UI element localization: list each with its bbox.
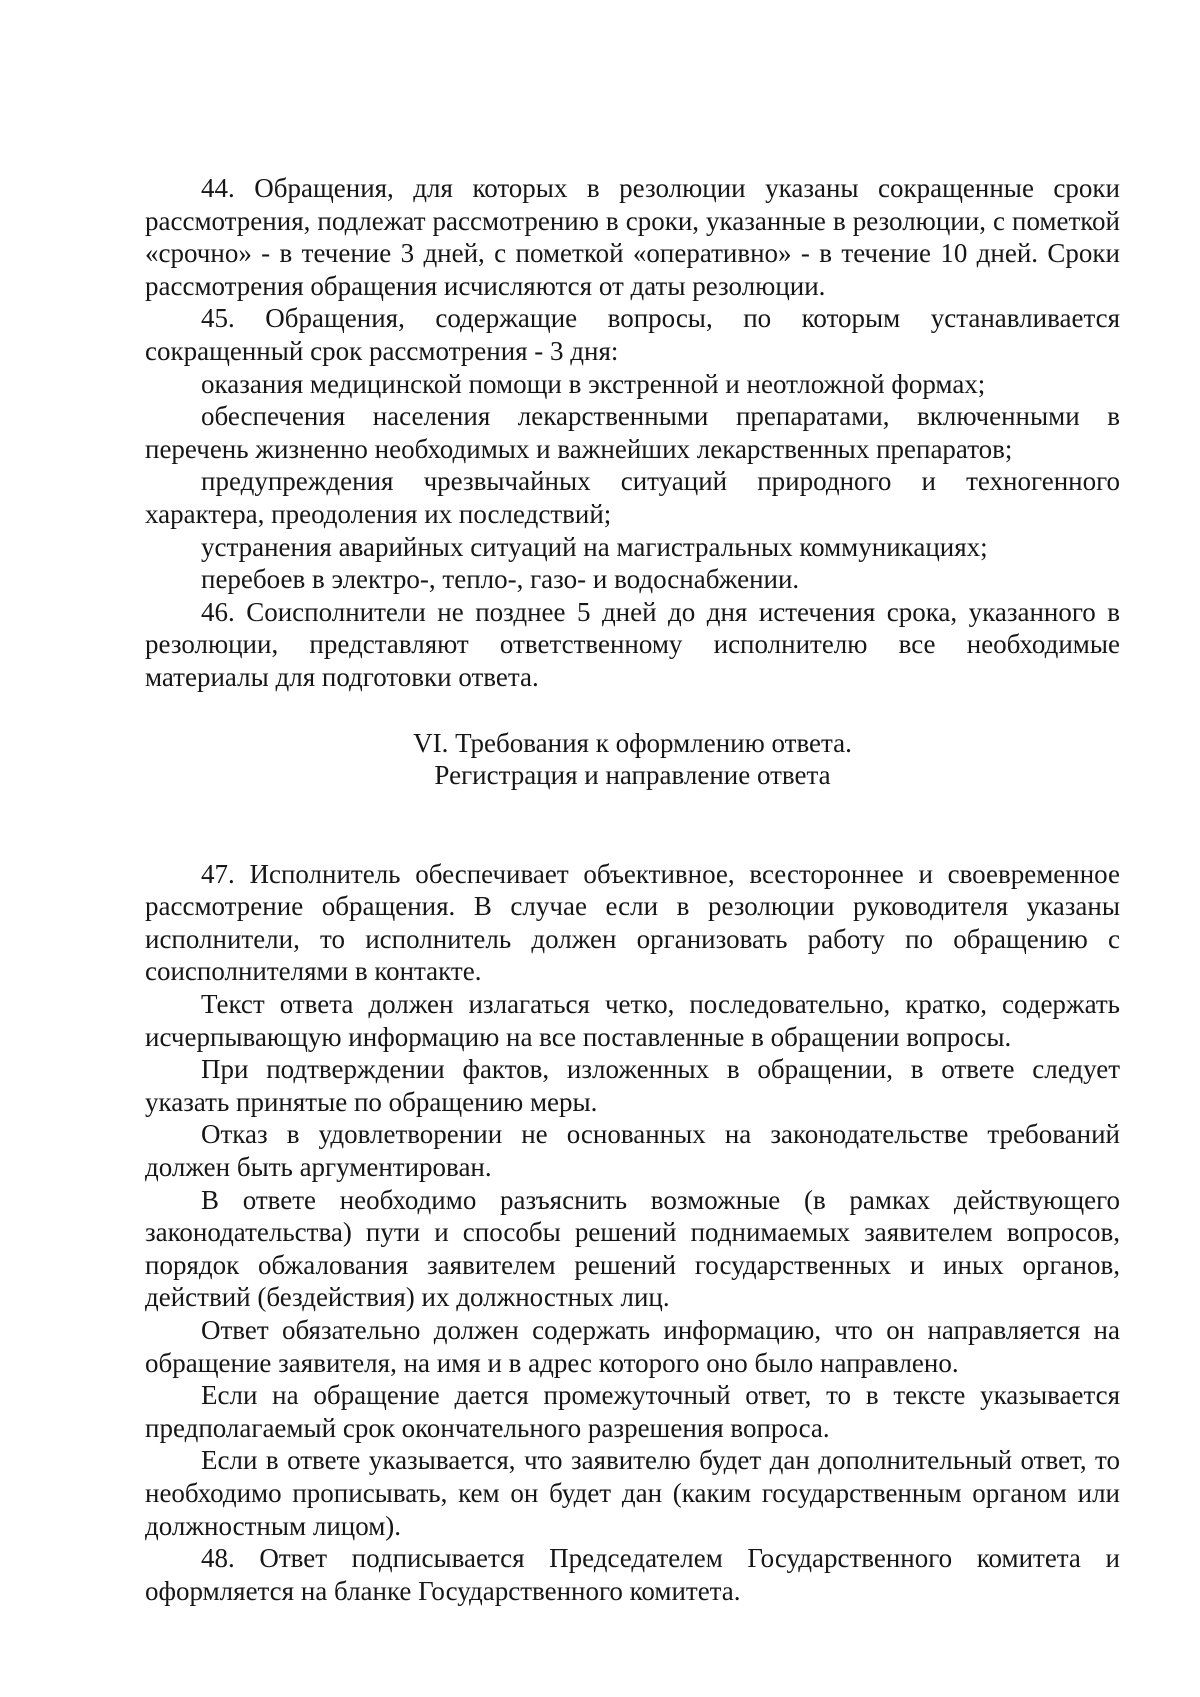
paragraph-answer-text: Текст ответа должен излагаться четко, последовательно, кратко, содержать исчерпывающую информацию на все поставленные в обращении вопросы. bbox=[145, 989, 1120, 1052]
paragraphs-before bbox=[145, 172, 1120, 694]
paragraph-answer-content: Ответ обязательно должен содержать информацию, что он направляется на обращение заявителя, на имя и в адрес которого оно было направлено. bbox=[145, 1315, 1120, 1378]
section-heading bbox=[145, 727, 1120, 792]
list-item-accidents: устранения аварийных ситуаций на магистральных коммуникациях; bbox=[201, 531, 988, 562]
paragraph-47: 47. Исполнитель обеспечивает объективное, всестороннее и своевременное рассмотрение обращения. В случае если в резолюции руководителя указаны исполнители, то исполнитель должен организовать работу по обращению с соисполнителями в контакте. bbox=[145, 858, 1120, 987]
paragraph-explanation: В ответе необходимо разъяснить возможные (в рамках действующего законодательства) пути и способы решений поднимаемых заявителем вопросов, порядок обжалования заявителем решений государственных и иных органов, действий (бездействия) их должностных лиц. bbox=[145, 1184, 1120, 1313]
paragraph-facts-confirmation: При подтверждении фактов, изложенных в обращении, в ответе следует указать принятые по обращению меры. bbox=[145, 1054, 1120, 1117]
paragraph-48: 48. Ответ подписывается Председателем Государственного комитета и оформляется на бланке Государственного комитета. bbox=[145, 1543, 1120, 1606]
list-item-medical-help: оказания медицинской помощи в экстренной и неотложной формах; bbox=[201, 368, 986, 399]
paragraph-46: 46. Соисполнители не позднее 5 дней до дня истечения срока, указанного в резолюции, представляют ответственному исполнителю все необходимые материалы для подготовки ответа. bbox=[145, 596, 1120, 692]
paragraph-intermediate-answer: Если на обращение дается промежуточный ответ, то в тексте указывается предполагаемый срок окончательного разрешения вопроса. bbox=[145, 1380, 1120, 1443]
list-item-emergencies: предупреждения чрезвычайных ситуаций природного и техногенного характера, преодоления их последствий; bbox=[145, 466, 1120, 529]
list-item-utility-outages: перебоев в электро-, тепло-, газо- и водоснабжении. bbox=[201, 564, 800, 595]
paragraph-45: 45. Обращения, содержащие вопросы, по которым устанавливается сокращенный срок рассмотрения - 3 дня: bbox=[145, 303, 1120, 366]
paragraph-additional-answer: Если в ответе указывается, что заявителю будет дан дополнительный ответ, то необходимо прописывать, кем он будет дан (каким государственным органом или должностным лицом). bbox=[145, 1445, 1120, 1541]
section-heading-line-2: Регистрация и направление ответа bbox=[434, 760, 831, 791]
paragraphs-after bbox=[145, 858, 1120, 1608]
list-item-medicines: обеспечения населения лекарственными препаратами, включенными в перечень жизненно необходимых и важнейших лекарственных препаратов; bbox=[145, 401, 1120, 464]
document-page bbox=[145, 172, 1120, 1607]
paragraph-refusal: Отказ в удовлетворении не основанных на законодательстве требований должен быть аргументирован. bbox=[145, 1119, 1120, 1183]
paragraph-44: 44. Обращения, для которых в резолюции указаны сокращенные сроки рассмотрения, подлежат рассмотрению в сроки, указанные в резолюции, с пометкой «срочно» - в течение 3 дней, с пометкой «оперативно» - в течение 10 дней. Сроки рассмотрения обращения исчисляются от даты резолюции. bbox=[145, 173, 1120, 301]
section-heading-line-1: VI. Требования к оформлению ответа. bbox=[413, 727, 852, 758]
